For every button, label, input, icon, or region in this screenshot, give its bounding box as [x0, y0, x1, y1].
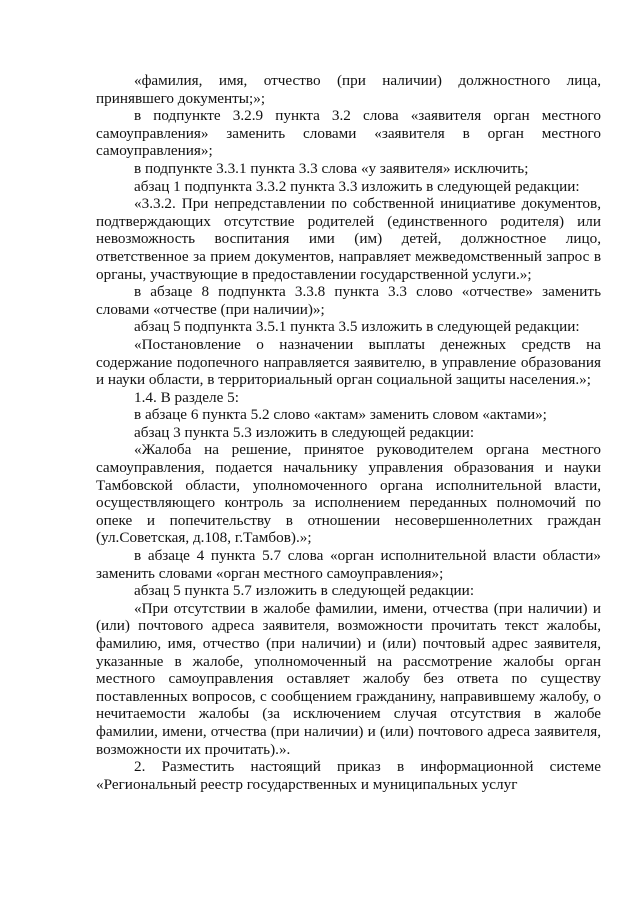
paragraph-7: абзац 5 подпункта 3.5.1 пункта 3.5 изложить в следующей редакции: — [134, 318, 580, 336]
paragraph-15: «При отсутствии в жалобе фамилии, имени, отчества (при наличии) и (или) почтового адреса заявителя, возможности прочитать текст жалобы, фамилию, имя, отчество (при наличии) и (или) почтовый адрес заявителя, указанные в жалобе, уполномоченный на рассмотрение жалобы орган местного самоуправления оставляет жалобу без ответа по существу поставленных вопросов, с сообщением гражданину, направившему жалобу, о нечитаемости жалобы (за исключением случая отсутствия в жалобе фамилии, имени, отчества (при наличии) и (или) почтового адреса заявителя, возможности их прочитать).». — [96, 599, 601, 758]
paragraph-1: «фамилия, имя, отчество (при наличии) должностного лица, принявшего документы;»; — [96, 72, 601, 107]
paragraph-6: в абзаце 8 подпункта 3.3.8 пункта 3.3 слово «отчестве» заменить словами «отчестве (при наличии)»; — [96, 283, 601, 318]
paragraph-3: в подпункте 3.3.1 пункта 3.3 слова «у заявителя» исключить; — [134, 159, 529, 177]
paragraph-2: в подпункте 3.2.9 пункта 3.2 слова «заявителя орган местного самоуправления» заменить словами «заявителя в орган местного самоуправления»; — [96, 107, 601, 160]
paragraph-5: «3.3.2. При непредставлении по собственной инициативе документов, подтверждающих отсутствие родителей (единственного родителя) или невозможность воспитания ими (им) детей, должностное лицо, ответственное за прием документов, направляет межведомственный запрос в органы, участвующие в предоставлении государственной услуги.»; — [96, 195, 601, 283]
paragraph-11: абзац 3 пункта 5.3 изложить в следующей редакции: — [134, 423, 475, 441]
paragraph-10: в абзаце 6 пункта 5.2 слово «актам» заменить словом «актами»; — [134, 406, 547, 424]
paragraph-12: «Жалоба на решение, принятое руководителем органа местного самоуправления, подается начальнику управления образования и науки Тамбовской области, уполномоченного органа исполнительной власти, осуществляющего контроль за исполнением переданных полномочий по опеке и попечительству в отношении несовершеннолетних граждан (ул.Советская, д.108, г.Тамбов).»; — [96, 441, 601, 547]
paragraph-8: «Постановление о назначении выплаты денежных средств на содержание подопечного направляется заявителю, в управление образования и науки области, в территориальный орган социальной защиты населения.»; — [96, 335, 601, 389]
paragraph-16: 2. Разместить настоящий приказ в информационной системе «Региональный реестр государственных и муниципальных услуг — [96, 758, 601, 793]
section-heading-1-4: 1.4. В разделе 5: — [134, 388, 239, 406]
paragraph-4: абзац 1 подпункта 3.3.2 пункта 3.3 изложить в следующей редакции: — [134, 177, 580, 195]
paragraph-14: абзац 5 пункта 5.7 изложить в следующей редакции: — [134, 582, 475, 600]
document-body — [96, 72, 601, 793]
paragraph-13: в абзаце 4 пункта 5.7 слова «орган исполнительной власти области» заменить словами «орган местного самоуправления»; — [96, 547, 601, 582]
